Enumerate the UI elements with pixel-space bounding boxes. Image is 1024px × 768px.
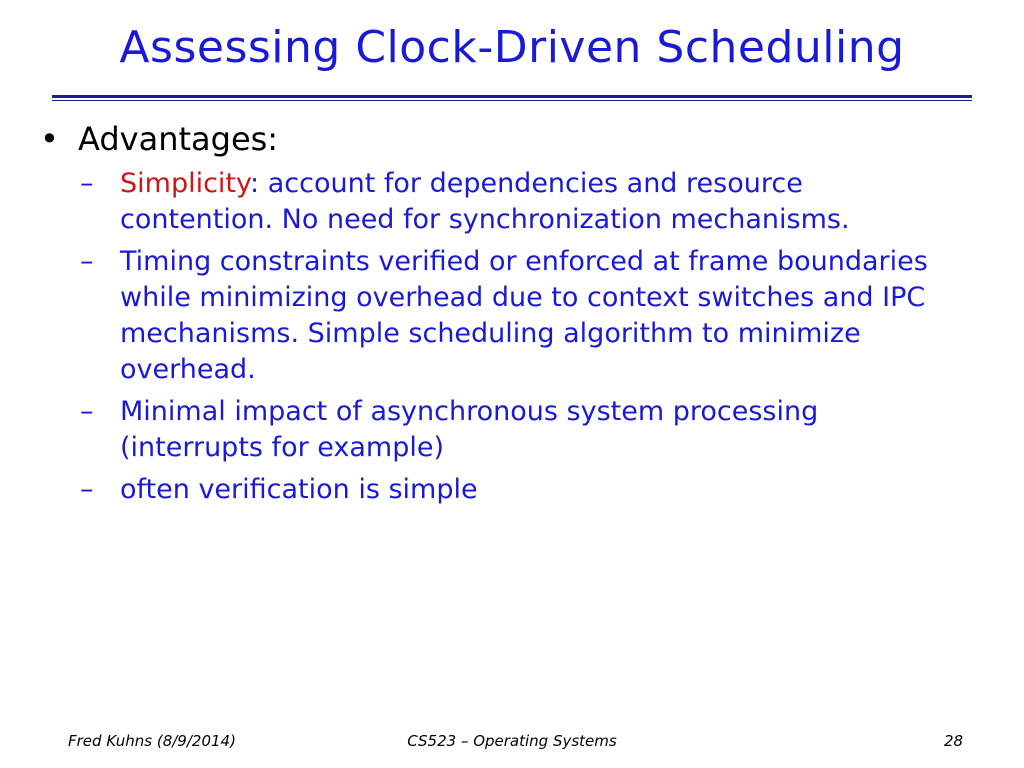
bullet-advantages (40, 118, 990, 160)
footer-course: CS523 – Operating Systems (407, 732, 617, 750)
highlight-term: Simplicity (120, 168, 251, 199)
list-item-simplicity (80, 166, 990, 238)
footer-page-number: 28 (944, 732, 964, 750)
bullet-heading: Advantages: (78, 120, 279, 158)
list-item-verification (80, 472, 990, 508)
list-item-text: often verification is simple (120, 474, 478, 505)
list-item-text: Timing constraints verified or enforced at frame boundaries while minimizing overhead due to context switches and IPC mechanisms. Simple scheduling algorithm to minimize overhead. (120, 246, 928, 385)
list-item-timing (80, 244, 990, 388)
dash-icon: – (80, 168, 94, 199)
list-item-text (120, 166, 990, 238)
footer-author: Fred Kuhns (8/9/2014) (68, 732, 236, 750)
slide-title: Assessing Clock-Driven Scheduling (119, 22, 905, 73)
dash-icon: – (80, 396, 94, 427)
title-divider-thick (52, 95, 972, 98)
list-item-text: Minimal impact of asynchronous system processing (interrupts for example) (120, 396, 819, 463)
list-item-body: : account for dependencies and resource contention. No need for synchronization mechanisms. (120, 168, 850, 235)
advantages-list (80, 166, 990, 508)
dash-icon: – (80, 246, 94, 277)
bullet-dot-icon: • (40, 120, 59, 158)
list-item-async (80, 394, 990, 466)
slide-content (40, 118, 990, 514)
title-divider-thin (52, 100, 972, 101)
dash-icon: – (80, 474, 94, 505)
